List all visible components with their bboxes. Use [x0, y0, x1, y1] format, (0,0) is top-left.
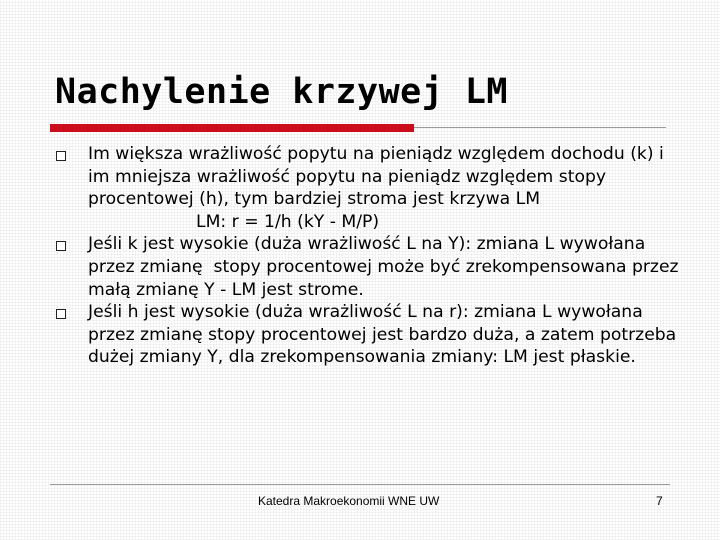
hollow-square-bullet-icon — [56, 151, 66, 161]
footer-department: Katedra Makroekonomii WNE UW — [258, 494, 440, 508]
bullet-text: Im większa wrażliwość popytu na pieniądz względem dochodu (k) i im mniejsza wrażliwość popytu na pieniądz względem stopy procentowej (h), tym bardziej stroma jest krzywa LM — [88, 144, 670, 210]
bullet-text: Jeśli k jest wysokie (duża wrażliwość L na Y): zmiana L wywołana przez zmianę stopy procentowej może być zrekompensowana przez małą zmianę Y - LM jest strome. — [88, 234, 685, 300]
bullet-text: Jeśli h jest wysokie (duża wrażliwość L na r): zmiana L wywołana przez zmianę stopy procentowej jest bardzo duża, a zatem potrzeba dużej zmiany Y, dla zrekompensowania zmiany: LM jest płaskie. — [88, 302, 682, 368]
title-underline-accent — [50, 124, 414, 132]
bullet-item — [52, 233, 685, 301]
hollow-square-bullet-icon — [56, 309, 66, 319]
lm-formula: LM: r = 1/h (kY - M/P) — [196, 211, 380, 232]
bullet-item — [52, 301, 682, 369]
slide-number: 7 — [656, 494, 663, 508]
hollow-square-bullet-icon — [56, 241, 66, 251]
title-underline-rule — [414, 127, 666, 128]
bullet-item — [52, 143, 682, 233]
footer-divider — [50, 484, 670, 485]
bullet-list — [52, 143, 685, 369]
slide-title: Nachylenie krzywej LM — [55, 72, 509, 112]
